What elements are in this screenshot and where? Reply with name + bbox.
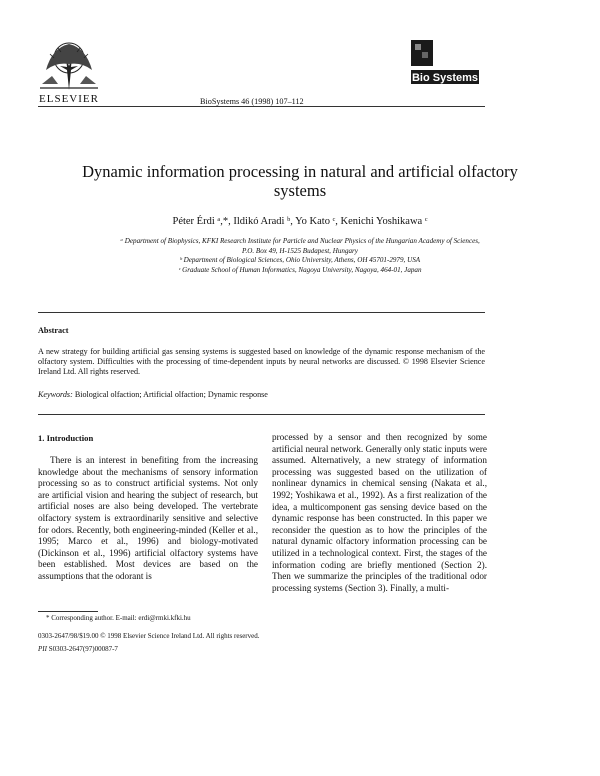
abstract-heading: Abstract: [38, 326, 69, 335]
abstract-top-rule: [38, 312, 485, 313]
affiliation-line: ᵃ Department of Biophysics, KFKI Research Institute for Particle and Nuclear Physics of the Hungarian Academy of Sciences,: [120, 237, 480, 245]
affiliations: [40, 237, 560, 275]
corresponding-author-footnote: * Corresponding author. E-mail: erdi@rmki.kfki.hu: [46, 614, 191, 622]
journal-citation: BioSystems 46 (1998) 107–112: [200, 97, 304, 106]
article-title: Dynamic information processing in natural and artificial olfactory systems: [82, 162, 518, 200]
affiliation-line: P.O. Box 49, H-1525 Budapest, Hungary: [242, 246, 358, 255]
biosystems-journal-logo: [407, 40, 481, 90]
journal-logo-text: Bio Systems: [411, 72, 479, 84]
keywords-label: Keywords:: [38, 390, 73, 399]
issn-copyright-line: 0303-2647/98/$19.00 © 1998 Elsevier Science Ireland Ltd. All rights reserved.: [38, 632, 260, 640]
pii-label: PII: [38, 645, 47, 653]
elsevier-tree-logo: [38, 40, 100, 92]
left-column-paragraph: There is an interest in benefiting from the increasing knowledge about the mechanisms of sensory information processing so as to construct artificial systems. Not only are artificial vision and hearing the subject of research, but artificial noses are also being developed. The vertebrate olfactory system is extraordinarily sensitive and selective for odors. Recently, both engineering-minded (Keller et al., 1995; Marco et al., 1996) and biology-motivated (Dickinson et al., 1996) artificial olfactory systems have been established. Most devices are based on the assumptions that the odorant is: [38, 455, 258, 581]
pii-line: [38, 645, 118, 653]
author-list: Péter Érdi ᵃ,*, Ildikó Aradi ᵇ, Yo Kato ᶜ, Kenichi Yoshikawa ᶜ: [172, 216, 428, 227]
section-heading-introduction: 1. Introduction: [38, 433, 94, 443]
keywords-line: [38, 390, 268, 399]
right-column: [272, 432, 487, 594]
abstract-body: A new strategy for building artificial gas sensing systems is suggested based on knowledge of the dynamic response mechanism of the olfactory system. Difficulties with the processing of time-dependent inputs by neural networks are discussed. © 1998 Elsevier Science Ireland Ltd. All rights reserved.: [38, 347, 485, 377]
keywords-values: Biological olfaction; Artificial olfaction; Dynamic response: [74, 390, 268, 399]
affiliation-line: ᵇ Department of Biological Sciences, Ohio University, Athens, OH 45701-2979, USA: [179, 256, 421, 265]
affiliation-line: ᶜ Graduate School of Human Informatics, Nagoya University, Nagoya, 464-01, Japan: [178, 265, 422, 274]
pii-value: S0303-2647(97)00087-7: [48, 645, 118, 653]
footnote-rule: [38, 611, 98, 612]
abstract-bottom-rule: [38, 414, 485, 415]
publisher-name: ELSEVIER: [39, 93, 99, 105]
right-column-paragraph: processed by a sensor and then recognized by some artificial neural network. Generally only static inputs were assumed. Alternatively, a new strategy of information processing was suggested based on the utilization of nonlinear dynamics in chemical sensing (Nakata et al., 1992; Yoshikawa et al., 1992). As a first realization of the idea, a multicomponent gas sensing device based on the dynamic response has been constructed. In this paper we reconsider the question as to how the principles of the natural dynamic olfactory information processing can be utilized in a technological context. First, the stages of the information coding are briefly mentioned (Section 2). Then we summarize the principles of the traditional odor processing systems (Section 3). Finally, a multi-: [272, 432, 487, 593]
left-column: [38, 455, 258, 583]
header-rule: [38, 106, 485, 107]
